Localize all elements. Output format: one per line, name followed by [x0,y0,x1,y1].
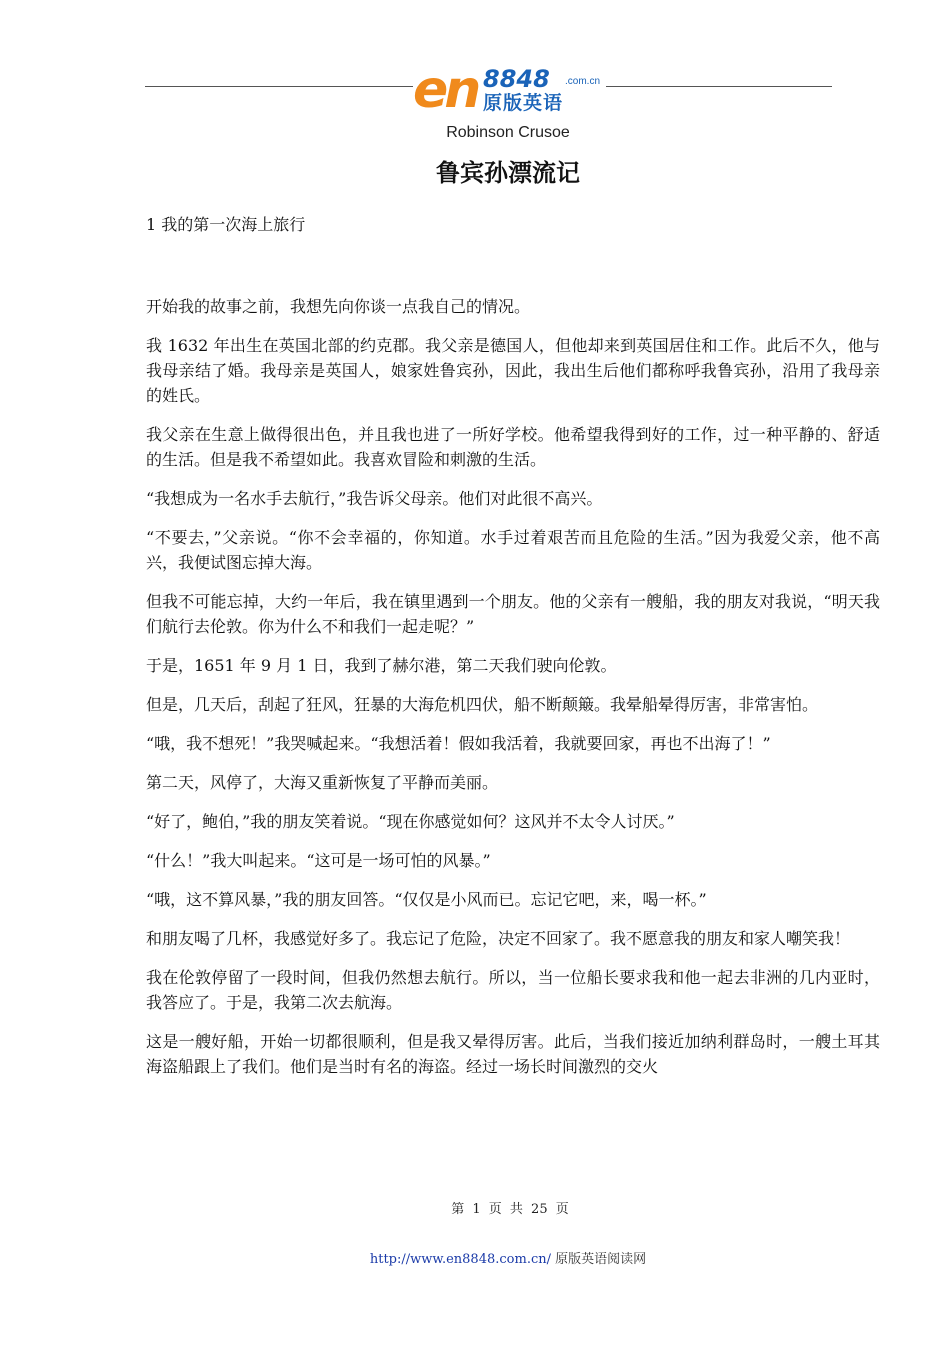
paragraph: 和朋友喝了几杯，我感觉好多了。我忘记了危险，决定不回家了。我不愿意我的朋友和家人嘲笑我！ [146,929,851,948]
logo-number-text: 8848 [483,65,550,93]
paragraph: “哦，这不算风暴，”我的朋友回答。“仅仅是小风而已。忘记它吧，来，喝一杯。” [146,890,707,909]
paragraph: 我 1632 年出生在英国北部的约克郡。我父亲是德国人，但他却来到英国居住和工作。此后不久，他与我母亲结了婚。我母亲是英国人，娘家姓鲁宾孙，因此，我出生后他们都称呼我鲁宾孙，沿用了我母亲的姓氏。 [146,336,880,405]
book-title: 鲁宾孙漂流记 [436,159,580,187]
footer-url-link[interactable]: http://www.en8848.com.cn/ [369,1252,551,1267]
paragraph: 这是一艘好船，开始一切都很顺利，但是我又晕得厉害。此后，当我们接近加纳利群岛时，一艘土耳其海盗船跟上了我们。他们是当时有名的海盗。经过一场长时间激烈的交火 [146,1032,880,1076]
paragraph: “不要去，”父亲说。“你不会幸福的，你知道。水手过着艰苦而且危险的生活。”因为我爱父亲，他不高兴，我便试图忘掉大海。 [146,528,880,572]
logo-en-text: en [413,60,478,120]
page-number: 第 1 页 共 25 页 [451,1202,569,1217]
footer-site-name: 原版英语阅读网 [555,1252,647,1267]
paragraph: 但我不可能忘掉，大约一年后，我在镇里遇到一个朋友。他的父亲有一艘船，我的朋友对我说，“明天我们航行去伦敦。你为什么不和我们一起走呢？” [146,592,880,636]
header-rule-left [145,86,413,87]
page-footer [0,1248,950,1267]
chapter-heading: 1 我的第一次海上旅行 [146,215,306,234]
paragraph: “好了，鲍伯，”我的朋友笑着说。“现在你感觉如何？这风并不太令人讨厌。” [146,812,675,831]
paragraph: “哦，我不想死！”我哭喊起来。“我想活着！假如我活着，我就要回家，再也不出海了！” [146,734,771,753]
paragraph: “我想成为一名水手去航行，”我告诉父母亲。他们对此很不高兴。 [146,489,603,508]
header-rule-right [606,86,832,87]
site-logo[interactable] [413,60,609,120]
logo-chinese-text: 原版英语 [483,92,564,114]
paragraph: 但是，几天后，刮起了狂风，狂暴的大海危机四伏，船不断颠簸。我晕船晕得厉害，非常害怕。 [146,695,819,714]
paragraph: 我父亲在生意上做得很出色，并且我也进了一所好学校。他希望我得到好的工作，过一种平静的、舒适的生活。但是我不希望如此。我喜欢冒险和刺激的生活。 [146,425,880,469]
paragraph: 我在伦敦停留了一段时间，但我仍然想去航行。所以，当一位船长要求我和他一起去非洲的几内亚时，我答应了。于是，我第二次去航海。 [146,968,880,1012]
paragraph: 第二天，风停了，大海又重新恢复了平静而美丽。 [146,773,499,792]
book-english-title: Robinson Crusoe [446,124,570,141]
logo-domain-text: .com.cn [565,76,601,87]
paragraph: “什么！”我大叫起来。“这可是一场可怕的风暴。” [146,851,491,870]
paragraph: 于是，1651 年 9 月 1 日，我到了赫尔港，第二天我们驶向伦敦。 [146,656,617,675]
paragraph: 开始我的故事之前，我想先向你谈一点我自己的情况。 [146,297,531,316]
chapter-body [146,294,880,1093]
